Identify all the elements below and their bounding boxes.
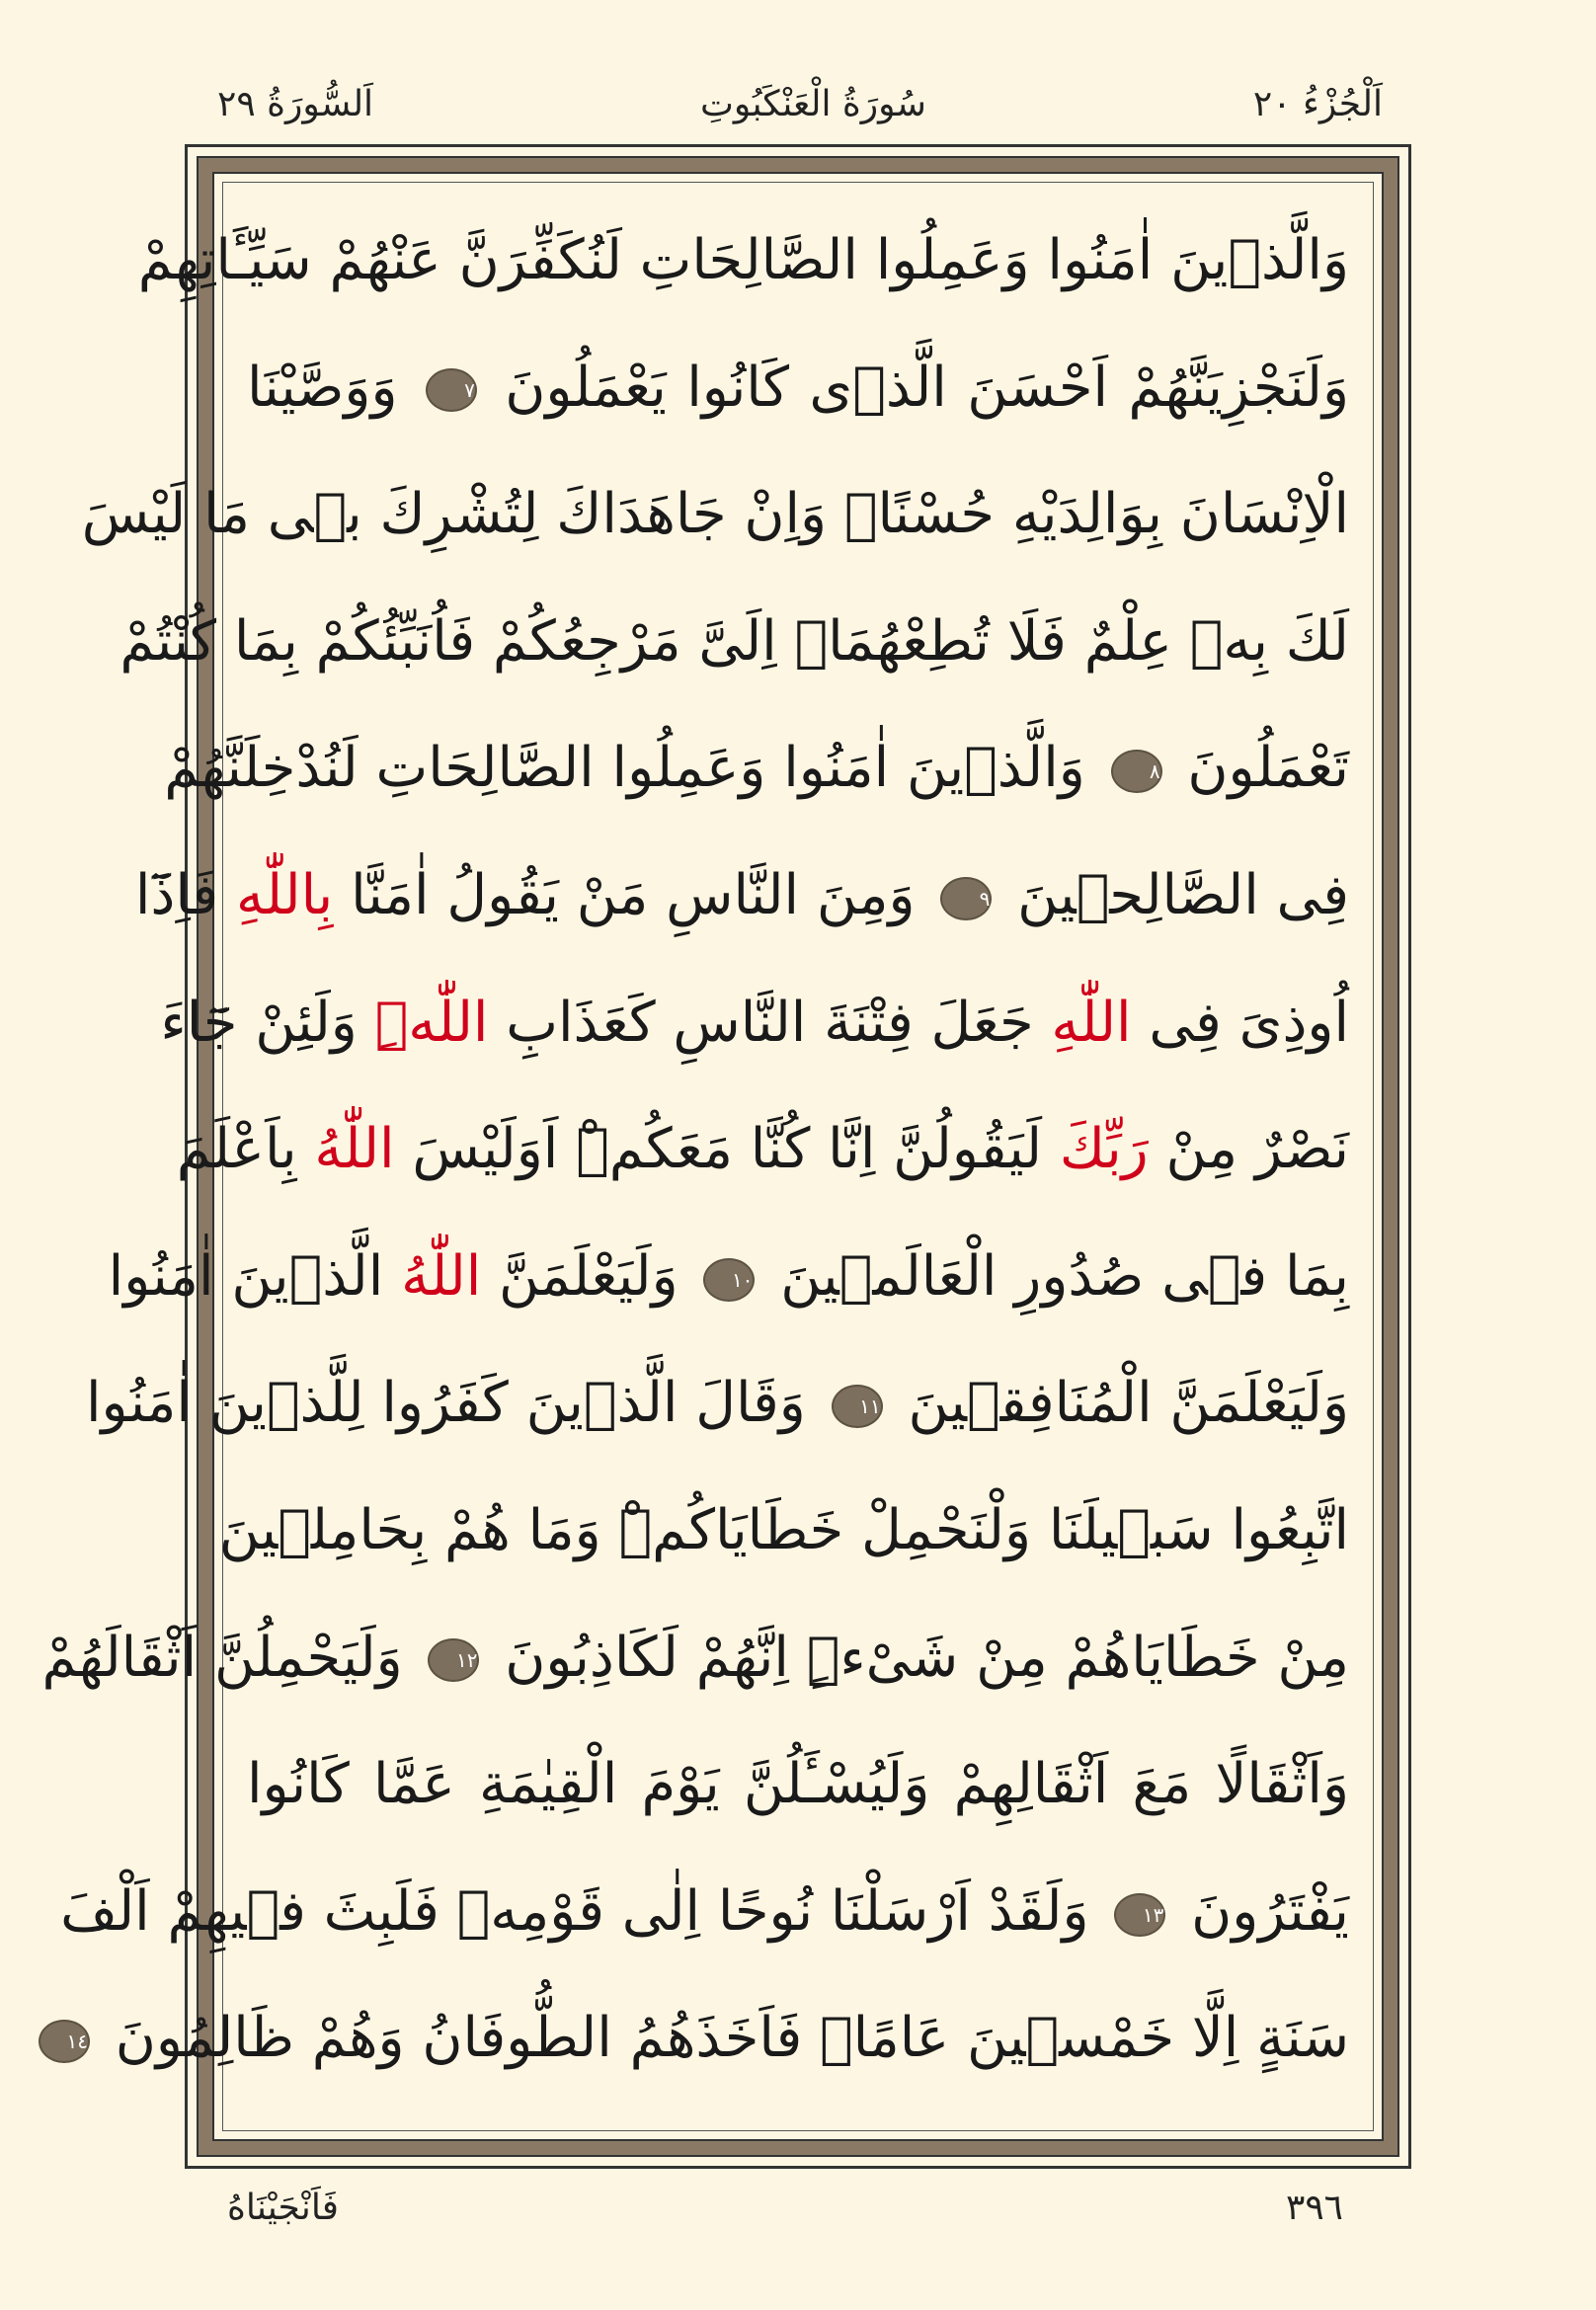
text-line <box>137 198 1349 325</box>
text-line <box>41 1595 1349 1722</box>
ayah-number-marker: ٨ <box>1111 750 1162 793</box>
ayah-number-marker: ١٣ <box>1114 1893 1165 1937</box>
ayah-number-marker: ١١ <box>832 1385 883 1428</box>
verse-text: وَلَئِنْ جَٓاءَ <box>160 990 375 1055</box>
verse-text: اُوذِىَ فِى <box>1131 990 1349 1055</box>
verse-text: بِاَعْلَمَ <box>176 1117 315 1182</box>
quran-text-block <box>41 198 1350 2104</box>
divine-name: بِاللّٰهِ <box>235 862 334 927</box>
text-line <box>160 960 1349 1087</box>
text-line <box>247 325 1349 452</box>
verse-text: وَلَنَجْزِيَنَّهُمْ اَحْسَنَ الَّذٖى كَانُوا يَعْمَلُونَ <box>484 355 1350 420</box>
verse-text: تَعْمَلُونَ <box>1169 736 1349 801</box>
text-line <box>108 1214 1349 1341</box>
ayah-number-marker: ١٠ <box>703 1258 755 1302</box>
verse-text: وَالَّذٖينَ اٰمَنُوا وَعَمِلُوا الصَّالِحَاتِ لَنُكَفِّرَنَّ عَنْهُمْ سَيِّـَٔاتِهِمْ <box>137 228 1349 292</box>
text-line <box>66 1975 1349 2103</box>
verse-text: اتَّبِعُوا سَبٖيلَنَا وَلْنَحْمِلْ خَطَايَاكُمْۜ وَمَا هُمْ بِحَامِلٖينَ <box>218 1497 1349 1562</box>
ayah-number-marker: ٩ <box>940 877 992 920</box>
verse-text: الَّذٖينَ اٰمَنُوا <box>108 1243 402 1309</box>
ayah-number-marker: ١٢ <box>428 1638 479 1682</box>
verse-text: وَلَقَدْ اَرْسَلْنَا نُوحًا اِلٰى قَوْمِهٖ فَلَبِثَ فٖيهِمْ اَلْفَ <box>60 1878 1107 1944</box>
verse-text: لَكَ بِهٖ عِلْمٌ فَلَا تُطِعْهُمَاۜ اِلَیَّ مَرْجِعُكُمْ فَاُنَبِّئُكُمْ بِمَا كُنْتُمْ <box>120 608 1349 674</box>
text-line <box>134 833 1349 960</box>
surah-number-label: اَلسُّورَةُ ٢٩ <box>217 83 374 124</box>
verse-text: مِنْ خَطَايَاهُمْ مِنْ شَیْءٍۜ اِنَّهُمْ لَكَاذِبُونَ <box>487 1625 1349 1690</box>
text-line <box>164 705 1349 833</box>
text-line <box>176 1086 1349 1214</box>
verse-text: فَاِذَٓا <box>134 862 236 927</box>
verse-text: جَعَلَ فِتْنَةَ النَّاسِ كَعَذَابِ <box>488 990 1052 1055</box>
juz-label: اَلْجُزْءُ ٢٠ <box>1252 83 1383 124</box>
verse-text: وَاَثْقَالًا مَعَ اَثْقَالِهِمْ وَلَيُسْـَٔلُنَّ يَوْمَ الْقِيٰمَةِ عَمَّا كَانُوا <box>247 1752 1349 1817</box>
verse-text: وَلَيَحْمِلُنَّ اَثْقَالَهُمْ <box>41 1625 421 1690</box>
divine-name: اللّٰهِۜ <box>374 990 489 1055</box>
ayah-number-marker: ٧ <box>426 368 477 412</box>
verse-text: سَنَةٍ اِلَّا خَمْسٖينَ عَامًاۜ فَاَخَذَهُمُ الطُّوفَانُ وَهُمْ ظَالِمُونَ <box>97 2006 1349 2071</box>
verse-text: وَلَيَعْلَمَنَّ الْمُنَافِقٖينَ <box>890 1371 1349 1436</box>
verse-text: وَمِنَ النَّاسِ مَنْ يَقُولُ اٰمَنَّا <box>333 862 933 927</box>
text-line <box>85 1340 1349 1468</box>
divine-name: رَبِّكَ <box>1059 1117 1149 1182</box>
divine-name: اللّٰهُ <box>401 1243 482 1309</box>
divine-name: اللّٰهِ <box>1051 990 1132 1055</box>
page-header <box>217 69 1383 138</box>
text-line <box>60 1849 1349 1976</box>
surah-title: سُورَةُ الْعَنْكَبُوتِ <box>700 83 926 124</box>
text-line <box>81 451 1349 579</box>
verse-text: يَفْتَرُونَ <box>1173 1878 1349 1944</box>
verse-text: فِى الصَّالِحٖينَ <box>999 862 1349 927</box>
verse-text: وَقَالَ الَّذٖينَ كَفَرُوا لِلَّذٖينَ اٰمَنُوا <box>85 1371 824 1436</box>
ayah-number-marker: ١٤ <box>39 2020 90 2063</box>
verse-text: وَلَيَعْلَمَنَّ <box>481 1243 696 1309</box>
page-footer <box>227 2178 1343 2237</box>
text-line <box>120 579 1349 706</box>
page-number: ٣٩٦ <box>1285 2187 1343 2228</box>
catchword: فَاَنْجَيْنَاهُ <box>227 2187 339 2228</box>
verse-text: لَيَقُولُنَّ اِنَّا كُنَّا مَعَكُمْۜ اَوَلَيْسَ <box>394 1117 1060 1182</box>
verse-text: نَصْرٌ مِنْ <box>1148 1117 1349 1182</box>
verse-text: وَوَصَّيْنَا <box>247 355 418 420</box>
text-line <box>218 1468 1349 1595</box>
divine-name: اللّٰهُ <box>314 1117 395 1182</box>
verse-text: بِمَا فٖى صُدُورِ الْعَالَمٖينَ <box>762 1243 1349 1309</box>
verse-text: الْاِنْسَانَ بِوَالِدَيْهِ حُسْنًاۜ وَاِنْ جَاهَدَاكَ لِتُشْرِكَ بٖى مَا لَيْسَ <box>81 482 1349 547</box>
text-line <box>247 1721 1349 1849</box>
verse-text: وَالَّذٖينَ اٰمَنُوا وَعَمِلُوا الصَّالِحَاتِ لَنُدْخِلَنَّهُمْ <box>164 736 1103 801</box>
